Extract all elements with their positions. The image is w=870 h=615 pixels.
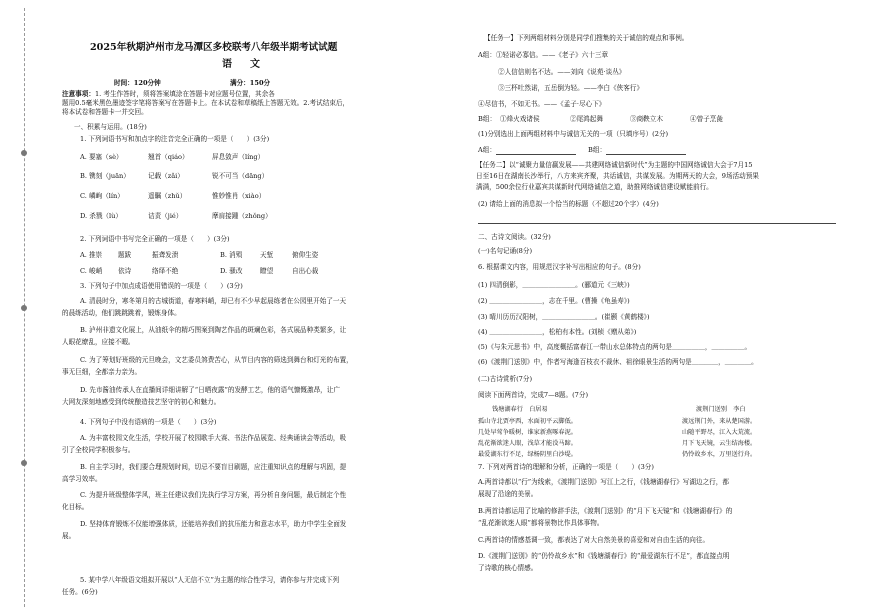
option-b: B.两首诗都运用了比喻的修辞手法，《渡荆门送别》的“月下飞天镜”和《钱塘湖春行》的 — [478, 507, 733, 515]
option-word: 自出心裁 — [292, 267, 319, 275]
question-stem: 1. 下列词语书写和加点字的注音完全正确的一项是（ ）(3分) — [80, 135, 270, 143]
story-item: ②尾鸿起舞 — [570, 115, 603, 123]
answer-blank-a[interactable]: A组： — [478, 146, 496, 154]
option-word: 翘首（qiáo） — [148, 153, 189, 161]
option-a-cont: 展现了沿途的美景。 — [478, 490, 538, 498]
task1-prompt: (1)分别选出上面两组材料中与诚信无关的一项（只填序号）(2分) — [478, 130, 669, 138]
option-word: 俯仰生姿 — [292, 251, 319, 259]
option-c: C. 为了筹划好班级的元旦晚会，文艺委员煞费苦心，从节目内容的筛选到舞台和灯光的布置， — [80, 356, 353, 364]
option-b: B. 泸州非遗文化展上，从油纸伞的精巧图案到陶艺作品的斑斓色彩，各式展品种类繁多，让 — [80, 326, 347, 334]
option-word: 摩肩接踵（zhǒng） — [212, 212, 272, 220]
option-b-cont: 人眼花缭乱，应接不暇。 — [62, 338, 135, 346]
option-a-cont: 引了全校同学积极参与。 — [62, 446, 135, 454]
poem-line: 渡远荆门外，来从楚国游。 — [682, 418, 757, 425]
option-word: 振聋发溃 — [152, 251, 179, 259]
question-stem: 7. 下列对两首诗的理解和分析，正确的一项是（ ）(3分) — [478, 463, 654, 471]
answer-line[interactable] — [478, 223, 836, 224]
story-item: ①烽火戏诸侯 — [500, 115, 540, 123]
fill-blank: (3) 晴川历历汉阳树，＿＿＿＿＿＿＿＿。(崔颢《黄鹤楼》) — [478, 313, 650, 321]
group-label: A组： — [478, 51, 496, 59]
poem-line: 孤山寺北贾亭西，水面初平云脚低。 — [478, 418, 577, 425]
option-c-cont: 化目标。 — [62, 503, 89, 511]
exam-time: 时间：120分钟 — [114, 79, 161, 87]
option-word: 依诗 — [118, 267, 132, 275]
question-stem: 3. 下列句子中加点成语使用错误的一项是（ ）(3分) — [80, 282, 243, 290]
option-d: D. 骚改 — [220, 267, 243, 275]
poem-title: 钱塘湖春行 白居易 — [492, 406, 548, 413]
poem-line: 山随平野尽，江入大荒流。 — [682, 429, 757, 436]
task2-prompt: (2) 请给上面的消息拟一个恰当的标题（不超过20个字）(4分) — [478, 200, 659, 208]
option-c: C. 为提升班级整体学风，班主任建议我们先执行学习方案，再分析自身问题，最后制定个性 — [80, 491, 347, 499]
quote-item: ②人信信则名不达。——刘向《说苑·谈丛》 — [498, 68, 626, 76]
subsection-heading: (二)古诗赏析(7分) — [478, 375, 533, 383]
task2-line: 日至16日在湖南长沙举行，八方来宾齐聚，共话诚信，共谋发展。为期两天的大会，9场活动预果 — [476, 172, 759, 180]
option-a: A. 推崇 — [80, 251, 103, 259]
fill-blank: (1) 四清倒影，＿＿＿＿＿＿＿＿。(郦道元《三峡》) — [478, 281, 630, 289]
quote-item: ③三杯吐然诺，五岳倒为轻。——李白《侠客行》 — [498, 84, 644, 92]
option-word: 天堑 — [260, 251, 274, 259]
binding-hole — [21, 460, 27, 466]
answer-blank-b[interactable]: B组： — [588, 146, 607, 154]
binding-margin — [0, 0, 38, 615]
option-word: 络绎不绝 — [152, 267, 179, 275]
option-b: B. 镌刻（juān） — [80, 172, 130, 180]
option-d: D. 先市酱油传承人在直播间详细讲解了“日晒夜露”的发酵工艺，他的语气慷慨激昂，让广 — [80, 386, 340, 394]
section-heading: 二、古诗文阅读。(32分) — [478, 233, 551, 241]
story-item: ④曾子烹彘 — [690, 115, 723, 123]
notes-text: 1. 考生作答时，须将答案填涂在答题卡对应题号位置，其余各 — [94, 90, 275, 98]
option-d-cont: 大网友深刻地感受到传统酿造技艺坚守的初心和魅力。 — [62, 398, 221, 406]
option-word: 瞭望 — [260, 267, 274, 275]
exam-score: 满分：150分 — [230, 79, 271, 87]
option-word: 惟妙惟肖（xiào） — [212, 192, 266, 200]
answer-line[interactable] — [606, 154, 686, 155]
exam-title: 2025年秋期泸州市龙马潭区多校联考八年级半期考试试题 — [90, 42, 338, 53]
quote-item: ①轻诺必寡信。——《老子》六十三章 — [495, 51, 609, 59]
option-a-cont: 的晨练活动，他们跳跳跳着，锻炼身体。 — [62, 309, 181, 317]
option-c-cont: 事无巨细，全都亲力亲为。 — [62, 368, 142, 376]
poem-line: 仍怜故乡水，万里送行舟。 — [682, 451, 757, 458]
question-stem: 6. 根据课文内容，用规范汉字补写出相应的句子。(8分) — [478, 263, 641, 271]
binding-hole — [21, 150, 27, 156]
option-d: D.《渡荆门送别》的“仍怜故乡水”和《钱塘湖春行》的“最爱湖东行不足”，都直接点明 — [478, 552, 730, 560]
group-a-label — [478, 51, 608, 59]
subsection-heading: (一)名句记诵(8分) — [478, 247, 533, 255]
option-c: C. 嶙峋（lín） — [80, 192, 124, 200]
task1-heading: 【任务一】下列两组材料分别是同学们搜集的关于诚信的观点和事例。 — [484, 34, 689, 42]
option-word: 记载（zǎi） — [148, 172, 184, 180]
option-b-cont: 高学习效率。 — [62, 475, 102, 483]
option-a: A. 清晨时分，寒冬第月的古城街道，春寒料峭，却已有不少早起晨练者在公园里开始了一天 — [80, 297, 347, 305]
fill-blank: (2) ＿＿＿＿＿＿＿＿，志在千里。(曹操《龟虽寿》) — [478, 297, 630, 305]
option-line — [80, 153, 123, 161]
fill-blank: (6)《渡荆门送别》中，作者写海逢百枝衣不裁休、祖徐眼景生活的两句是＿＿＿＿，＿＿＿＿。 — [478, 358, 758, 366]
notes-line: 题用0.5毫米黑色墨迹签字笔将答案写在答题卡上。在本试卷和草稿纸上答题无效。2.考试结束后， — [62, 99, 350, 107]
option-d: D. 坚持体育锻炼不仅能增强体质，还能培养我们的抗压能力和意志水平，助力中学生全面发 — [80, 520, 347, 528]
option-b: B. 自主学习时，我们要合理规划时间，切忌不要盲目刷题，应注重知识点的理解与巩固，提 — [80, 463, 347, 471]
poem-line: 最爱湖东行不足，绿杨阴里白沙堤。 — [478, 451, 577, 458]
option-word: 遥瞩（zhǔ） — [148, 192, 187, 200]
option-word: 题跋 — [118, 251, 132, 259]
option-d: D. 杀戮（lù） — [80, 212, 122, 220]
option-word: 锐不可当（dāng） — [212, 172, 269, 180]
quote-item: ④尽信书，不如无书。——《孟子·尽心下》 — [478, 100, 606, 108]
question-stem: 5. 某中学八年级语文组拟开展以“人无信不立”为主题的综合性学习，请你参与并完成下列 — [80, 576, 340, 584]
notes-line — [62, 90, 275, 98]
option-word: 屏息敛声（líng） — [212, 153, 265, 161]
notes-label: 注意事项： — [62, 90, 95, 98]
task2-line: 满满，500余位行业嘉宾共谋新时代网络诚信之道，助推网络诚信建设赋能前行。 — [476, 183, 713, 191]
option-a: A. 为丰富校园文化生活，学校开展了校园歌手大赛、书法作品展览、经典诵读会等活动，吸 — [80, 434, 347, 442]
question-stem-cont: 任务。(6分) — [62, 588, 98, 596]
poem-line: 几处早莺争暖树，谁家新燕啄春泥。 — [478, 429, 577, 436]
option-word: 诘责（jié） — [148, 212, 183, 220]
task2-line: 【任务二】以“诚聚力量信赢发展——共建网络诚信新时代”为主题的中国网络诚信大会于7月15 — [476, 161, 753, 169]
subject-title: 语文 — [222, 59, 278, 70]
reading-instruction: 阅读下面两首诗，完成7—8题。(7分) — [478, 391, 589, 399]
option-a: A. 要塞（sè） — [80, 153, 123, 161]
option-a: A.两首诗都以“行”为线索，《渡荆门送别》写江上之行，《钱塘湖春行》写湖边之行，都 — [478, 478, 729, 486]
option-b: B. 消殒 — [220, 251, 243, 259]
group-b-label: B组： — [478, 115, 497, 123]
option-d-cont: 了诗歌的核心情感。 — [478, 564, 538, 572]
answer-line[interactable] — [496, 154, 576, 155]
question-stem: 2. 下列词语中书写完全正确的一项是（ ）(3分) — [80, 235, 230, 243]
fill-blank: (5)《与朱元思书》中，高度概括富春江一带山水总体特点的两句是＿＿＿＿＿，＿＿＿＿＿。 — [478, 343, 752, 351]
option-c: C. 峻峭 — [80, 267, 103, 275]
notes-line: 将本试卷和答题卡一并交回。 — [62, 108, 148, 116]
option-b-cont: “乱花渐欲迷人眼”都将景物比作具体事物。 — [478, 519, 604, 527]
option-c: C.两首诗的情感基调一致，都表达了对大自然美景的喜爱和对自由生活的向往。 — [478, 536, 710, 544]
binding-hole — [21, 305, 27, 311]
question-stem: 4. 下列句子中没有语病的一项是（ ）(3分) — [80, 418, 217, 426]
section-heading: 一、积累与运用。(18分) — [74, 123, 147, 131]
fill-blank: (4) ＿＿＿＿＿＿＿＿，松柏有本性。(刘桢《赠从弟》) — [478, 328, 637, 336]
poem-line: 乱花渐欲迷人眼，浅草才能没马蹄。 — [478, 440, 577, 447]
poem-title: 渡荆门送别 李白 — [696, 406, 746, 413]
poem-line: 月下飞天镜，云生结海楼。 — [682, 440, 757, 447]
story-item: ③商鞅立木 — [630, 115, 663, 123]
option-d-cont: 展。 — [62, 532, 76, 540]
